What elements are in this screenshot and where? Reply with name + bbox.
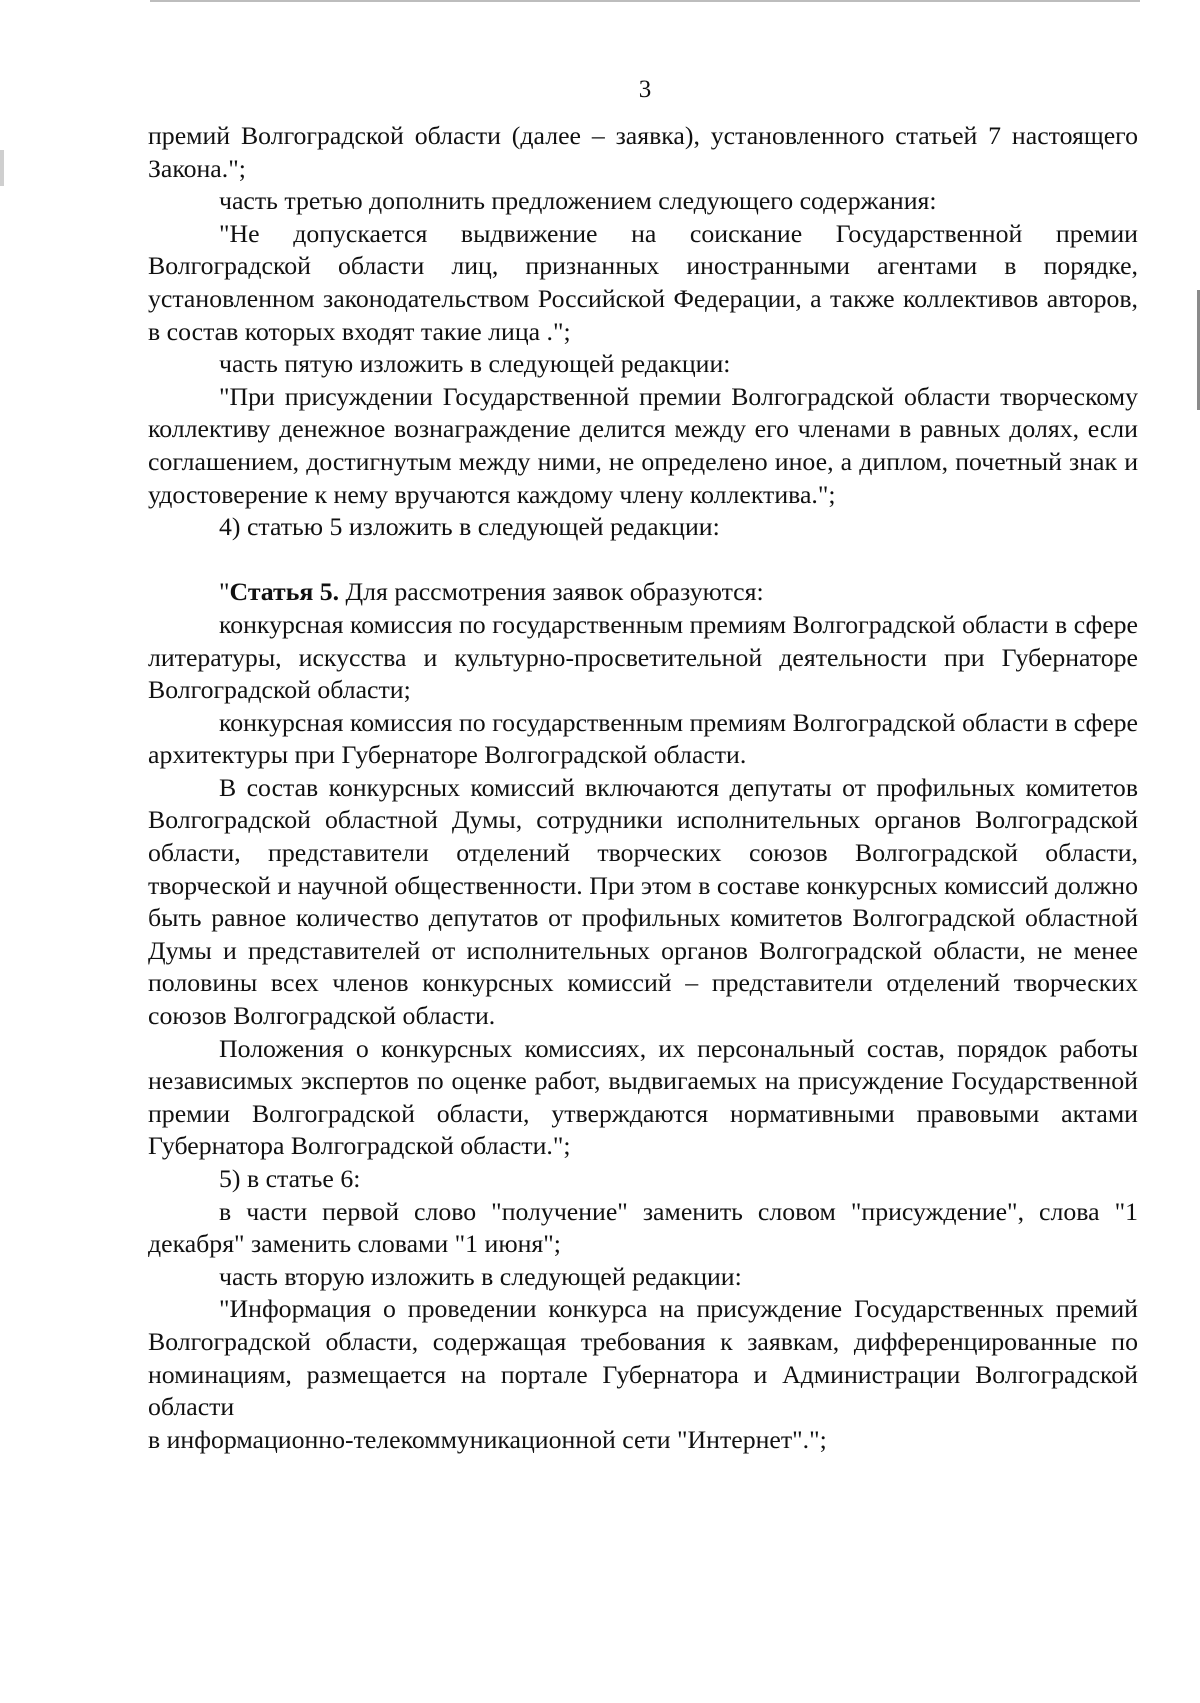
paragraph-15: "Информация о проведении конкурса на присуждение Государственных премий Волгоградской области, содержащая требования к заявкам, дифференцированные по номинациям, размещается на портале Губернатора и Администрации Волгоградской области xyxy=(148,1294,1138,1422)
document-body xyxy=(148,120,1138,1456)
paragraph-8: конкурсная комиссия по государственным премиям Волгоградской области в сфере литературы, искусства и культурно-просветительной деятельности при Губернаторе Волгоградской области; xyxy=(148,609,1138,705)
paragraph-article-5-heading xyxy=(148,576,1138,609)
paragraph-12: 5) в статье 6: xyxy=(219,1164,361,1193)
paragraph-5: "При присуждении Государственной премии Волгоградской области творческому коллективу денежное вознаграждение делится между его членами в равных долях, если соглашением, достигнутым между ними, не определено иное, а диплом, почетный знак и удостоверение к нему вручаются каждому члену коллектива."; xyxy=(148,381,1138,509)
scan-top-edge xyxy=(150,0,1140,2)
paragraph-10: В состав конкурсных комиссий включаются депутаты от профильных комитетов Волгоградской областной Думы, сотрудники исполнительных органов Волгоградской области, представители отделений творческих союзов Волгоградской области, творческой и научной общественности. При этом в составе конкурсных комиссий должно быть равное количество депутатов от профильных комитетов Волгоградской областной Думы и представителей от исполнительных органов Волгоградской области, не менее половины всех членов конкурсных комиссий – представители отделений творческих союзов Волгоградской области. xyxy=(148,772,1138,1031)
paragraph-15-continuation: в информационно-телекоммуникационной сети "Интернет"."; xyxy=(148,1424,827,1454)
paragraph-1: премий Волгоградской области (далее – заявка), установленного статьей 7 настоящего Закона."; xyxy=(148,121,1138,183)
paragraph-13: в части первой слово "получение" заменить словом "присуждение", слова "1 декабря" заменить словами "1 июня"; xyxy=(148,1196,1138,1259)
page-number: 3 xyxy=(638,76,652,103)
paragraph-14: часть вторую изложить в следующей редакции: xyxy=(219,1261,742,1291)
article-title: Статья 5. xyxy=(229,577,340,607)
article-intro: Для рассмотрения заявок образуются: xyxy=(339,577,764,607)
paragraph-11: Положения о конкурсных комиссиях, их персональный состав, порядок работы независимых экспертов по оценке работ, выдвигаемых на присуждение Государственной премии Волгоградской области, утверждаются нормативными правовыми актами Губернатора Волгоградской области."; xyxy=(148,1033,1138,1161)
paragraph-3: "Не допускается выдвижение на соискание Государственной премии Волгоградской области лиц, признанных иностранными агентами в порядке, установленном законодательством Российской Федерации, а также коллективов авторов, в состав которых входят такие лица ."; xyxy=(148,218,1138,346)
paragraph-4: часть пятую изложить в следующей редакции: xyxy=(219,349,731,379)
paragraph-9: конкурсная комиссия по государственным премиям Волгоградской области в сфере архитектуры при Губернаторе Волгоградской области. xyxy=(148,707,1138,770)
article-quote: " xyxy=(219,577,230,607)
paragraph-2: часть третью дополнить предложением следующего содержания: xyxy=(219,186,937,216)
paragraph-6: 4) статью 5 изложить в следующей редакции: xyxy=(219,512,720,542)
scan-mark-left xyxy=(0,150,4,186)
